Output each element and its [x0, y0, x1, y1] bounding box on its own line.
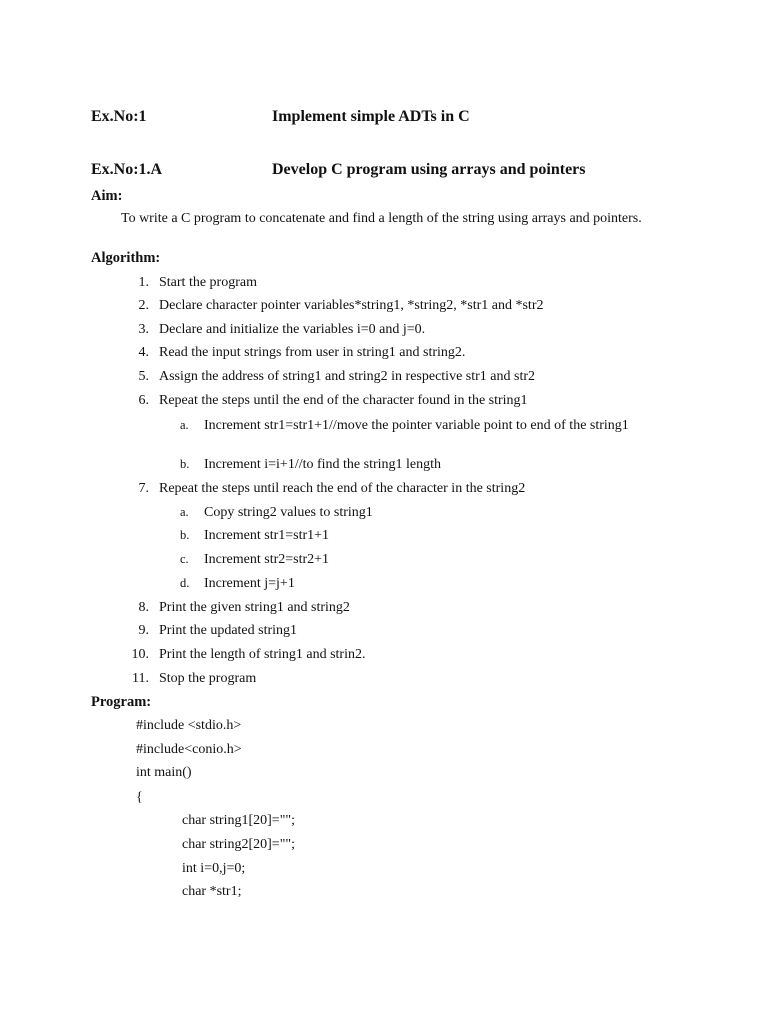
sub-exercise-number: Ex.No:1.A	[91, 161, 163, 178]
aim-label: Aim:	[91, 188, 123, 204]
code-line: char string1[20]="";	[182, 813, 296, 828]
algorithm-step: 6. Repeat the steps until the end of the character found in the string1	[138, 393, 528, 408]
algorithm-step: 2. Declare character pointer variables*string1, *string2, *str1 and *str2	[138, 298, 544, 313]
algorithm-step: 5. Assign the address of string1 and string2 in respective str1 and str2	[138, 369, 535, 384]
code-line: {	[136, 790, 143, 805]
algorithm-substep: d. Increment j=j+1	[180, 576, 295, 591]
algorithm-step: 11. Stop the program	[132, 671, 257, 686]
algorithm-step: 9. Print the updated string1	[138, 623, 298, 638]
code-line: char *str1;	[182, 884, 242, 899]
algorithm-substep: b. Increment i=i+1//to find the string1 length	[180, 457, 442, 472]
algorithm-substep: a. Increment str1=str1+1//move the pointer variable point to end of the string1	[180, 418, 629, 433]
code-line: #include <stdio.h>	[136, 718, 242, 733]
exercise-number: Ex.No:1	[91, 108, 147, 125]
algorithm-substep: c. Increment str2=str2+1	[180, 552, 330, 567]
algorithm-step: 4. Read the input strings from user in string1 and string2.	[138, 345, 466, 360]
algorithm-substep: a. Copy string2 values to string1	[180, 505, 373, 520]
aim-text: To write a C program to concatenate and find a length of the string using arrays and pointers.	[121, 211, 642, 226]
code-line: #include<conio.h>	[136, 742, 242, 757]
sub-exercise-title: Develop C program using arrays and pointers	[272, 161, 586, 178]
algorithm-label: Algorithm:	[91, 250, 161, 266]
program-label: Program:	[91, 694, 152, 710]
algorithm-step: 10. Print the length of string1 and strin2.	[131, 647, 366, 662]
algorithm-step: 3. Declare and initialize the variables i=0 and j=0.	[138, 322, 426, 337]
algorithm-step: 1. Start the program	[138, 275, 257, 290]
code-line: int main()	[136, 765, 192, 780]
code-line: char string2[20]="";	[182, 837, 296, 852]
algorithm-step: 7. Repeat the steps until reach the end of the character in the string2	[138, 481, 526, 496]
algorithm-substep: b. Increment str1=str1+1	[180, 528, 330, 543]
code-line: int i=0,j=0;	[182, 861, 246, 876]
exercise-title: Implement simple ADTs in C	[272, 108, 470, 125]
algorithm-step: 8. Print the given string1 and string2	[138, 600, 350, 615]
